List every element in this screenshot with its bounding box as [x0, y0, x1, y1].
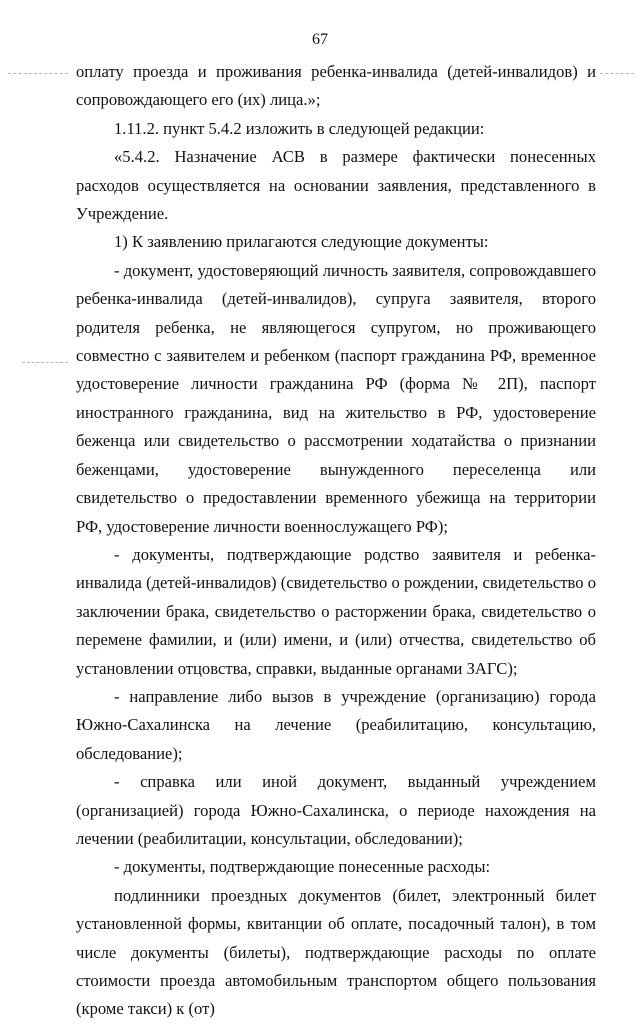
scan-artifact: [600, 73, 634, 75]
scan-artifact: [22, 362, 68, 364]
paragraph-expense-documents: - документы, подтверждающие понесенные расходы:: [114, 857, 491, 877]
paragraph-referral: - направление либо вызов в учреждение (организацию) города Южно-Сахалинска на лечение (реабилитацию, консультацию, обследование);: [76, 686, 596, 763]
paragraph-amendment-heading: 1.11.2. пункт 5.4.2 изложить в следующей редакции:: [114, 118, 485, 138]
paragraph-continuation: оплату проезда и проживания ребенка-инвалида (детей-инвалидов) и сопровождающего его (их) лица.»;: [76, 62, 596, 110]
paragraph-treatment-certificate: - справка или иной документ, выданный учреждением (организацией) города Южно-Сахалинска, о периоде нахождения на лечении (реабилитации, консультации, обследовании);: [76, 772, 596, 848]
document-body: [76, 58, 596, 1024]
paragraph-travel-documents: подлинники проездных документов (билет, электронный билет установленной формы, квитанции об оплате, посадочный талон), в том числе документы (билеты), подтверждающие расходы по оплате стоимости проезда автомобильным транспортом общего пользования (кроме такси) к (от): [76, 885, 596, 1019]
scan-artifact: [8, 73, 68, 75]
paragraph-clause-5-4-2: «5.4.2. Назначение АСВ в размере фактически понесенных расходов осуществляется на основании заявления, представленного в Учреждение.: [76, 147, 596, 224]
paragraph-kinship-documents: - документы, подтверждающие родство заявителя и ребенка-инвалида (детей-инвалидов) (свидетельство о рождении, свидетельство о заключении брака, свидетельство о расторжении брака, свидетельство о перемене фамилии, и (или) имени, и (или) отчества, свидетельство об установлении отцовства, справки, выданные органами ЗАГС);: [76, 544, 596, 678]
page-number: 67: [312, 31, 328, 48]
paragraph-identity-document: - документ, удостоверяющий личность заявителя, сопровождавшего ребенка-инвалида (детей-инвалидов), супруга заявителя, второго родителя ребенка, не являющегося супругом, но проживающего совместно с заявителем и ребенком (паспорт гражданина РФ, временное удостоверение личности гражданина РФ (форма № 2П), паспорт иностранного гражданина, вид на жительство в РФ, удостоверение беженца или свидетельство о рассмотрении ходатайства о признании беженцами, удостоверение вынужденного переселенца или свидетельство о предоставлении временного убежища на территории РФ, удостоверение личности военнослужащего РФ);: [76, 260, 596, 536]
paragraph-documents-intro: 1) К заявлению прилагаются следующие документы:: [114, 232, 489, 252]
